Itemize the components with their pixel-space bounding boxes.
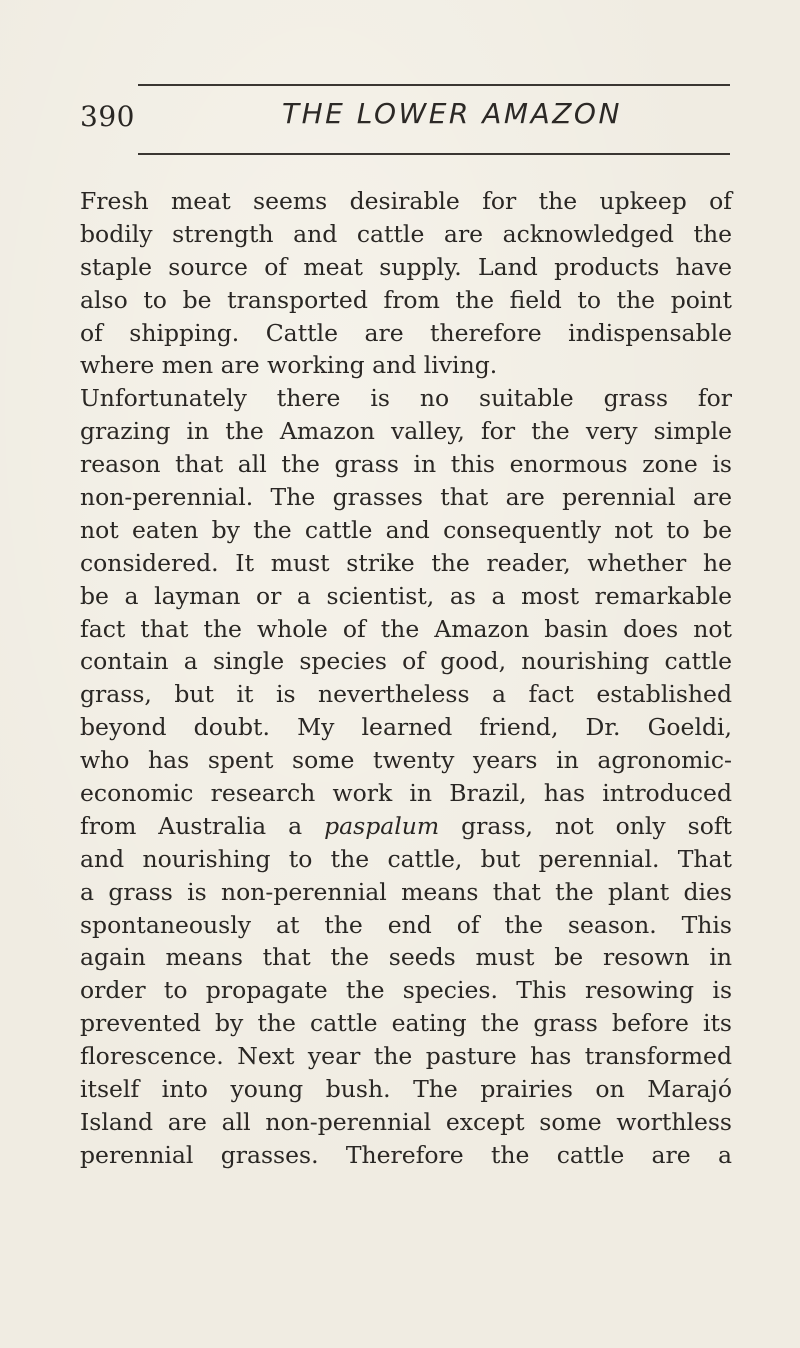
text-line: also to be transported from the field to the point [80, 285, 732, 314]
text-line: bodily strength and cattle are acknowledged the [80, 219, 732, 248]
text-line: Island are all non-perennial except some worthless [80, 1107, 732, 1136]
italic-term: paspalum [324, 811, 440, 840]
text-line: of shipping. Cattle are therefore indispensable [80, 318, 732, 347]
header-rule-top [138, 84, 730, 86]
text-line: again means that the seeds must be resown in [80, 943, 732, 972]
header-rule-bottom [138, 153, 730, 155]
text-line: grass, but it is nevertheless a fact established [80, 680, 732, 709]
text-line: staple source of meat supply. Land products have [80, 252, 732, 281]
text-line: contain a single species of good, nourishing cattle [80, 647, 732, 676]
text-segment: from Australia a [80, 811, 325, 840]
text-line: not eaten by the cattle and consequently not to be [80, 515, 732, 544]
text-segment: grass, not only soft [439, 811, 732, 840]
text-line: fact that the whole of the Amazon basin does not [80, 614, 732, 643]
text-line: non-perennial. The grasses that are perennial are [80, 483, 732, 512]
text-line: a grass is non-perennial means that the plant dies [80, 877, 732, 906]
body-text [80, 185, 732, 1172]
text-line: where men are working and living. [80, 351, 498, 380]
running-title: THE LOWER AMAZON [282, 97, 622, 130]
text-line: itself into young bush. The prairies on Marajó [80, 1075, 732, 1104]
text-line-with-italic [80, 810, 732, 843]
text-line: Fresh meat seems desirable for the upkeep of [80, 187, 732, 215]
text-line: reason that all the grass in this enormous zone is [80, 450, 732, 479]
text-line: considered. It must strike the reader, whether he [80, 548, 732, 577]
text-line: grazing in the Amazon valley, for the very simple [80, 417, 732, 446]
text-line: order to propagate the species. This resowing is [80, 976, 732, 1005]
text-line: be a layman or a scientist, as a most remarkable [80, 581, 732, 610]
text-line: who has spent some twenty years in agronomic- [80, 746, 732, 775]
text-line: florescence. Next year the pasture has transformed [80, 1042, 732, 1071]
text-line: beyond doubt. My learned friend, Dr. Goeldi, [80, 713, 732, 742]
text-line: economic research work in Brazil, has introduced [80, 779, 732, 808]
text-line: and nourishing to the cattle, but perennial. That [80, 844, 732, 873]
text-line: Unfortunately there is no suitable grass for [80, 384, 732, 413]
text-line: prevented by the cattle eating the grass before its [80, 1009, 732, 1038]
text-line: perennial grasses. Therefore the cattle are a [80, 1140, 732, 1169]
page-number: 390 [80, 100, 135, 133]
text-line: spontaneously at the end of the season. This [80, 910, 732, 939]
